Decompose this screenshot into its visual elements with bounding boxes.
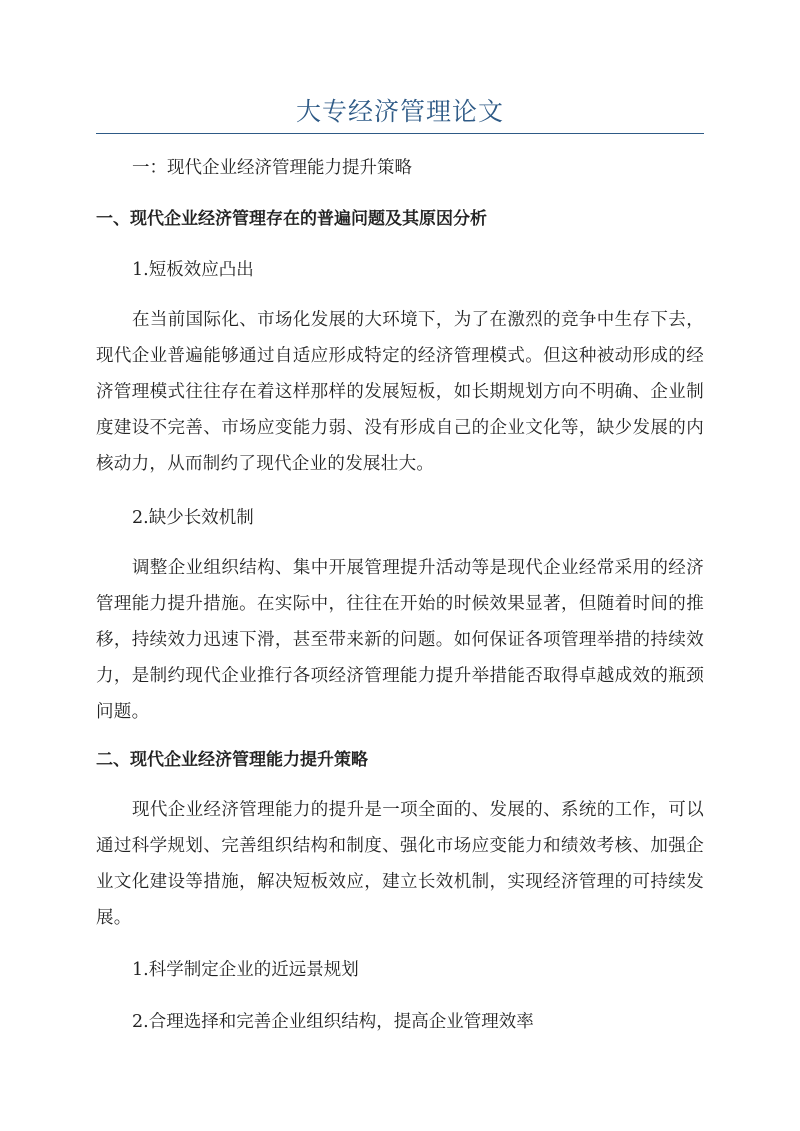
section2-heading: 二、现代企业经济管理能力提升策略 <box>96 750 368 770</box>
section2-intro-paragraph: 现代企业经济管理能力的提升是一项全面的、发展的、系统的工作，可以通过科学规划、完善组织结构和制度、强化市场应变能力和绩效考核、加强企业文化建设等措施，解决短板效应，建立长效机制，实现经济管理的可持续发展。 <box>96 800 704 928</box>
section1-item1-label: 1.短板效应凸出 <box>132 260 254 280</box>
subtitle: 一：现代企业经济管理能力提升策略 <box>132 158 412 178</box>
section2-item2-label: 2.合理选择和完善企业组织结构，提高企业管理效率 <box>132 1012 534 1032</box>
section1-heading: 一、现代企业经济管理存在的普遍问题及其原因分析 <box>96 209 487 229</box>
section1-item2-label: 2.缺少长效机制 <box>132 508 254 528</box>
title-underline <box>96 133 704 134</box>
section1-item1-paragraph: 在当前国际化、市场化发展的大环境下，为了在激烈的竞争中生存下去，现代企业普遍能够通过自适应形成特定的经济管理模式。但这种被动形成的经济管理模式往往存在着这样那样的发展短板，如长期规划方向不明确、企业制度建设不完善、市场应变能力弱、没有形成自己的企业文化等，缺少发展的内核动力，从而制约了现代企业的发展壮大。 <box>96 310 704 474</box>
section2-item1-label: 1.科学制定企业的近远景规划 <box>132 960 359 980</box>
section1-item2-paragraph: 调整企业组织结构、集中开展管理提升活动等是现代企业经常采用的经济管理能力提升措施。在实际中，往往在开始的时候效果显著，但随着时间的推移，持续效力迅速下滑，甚至带来新的问题。如何保证各项管理举措的持续效力，是制约现代企业推行各项经济管理能力提升举措能否取得卓越成效的瓶颈问题。 <box>96 558 704 722</box>
document-title: 大专经济管理论文 <box>295 97 504 126</box>
